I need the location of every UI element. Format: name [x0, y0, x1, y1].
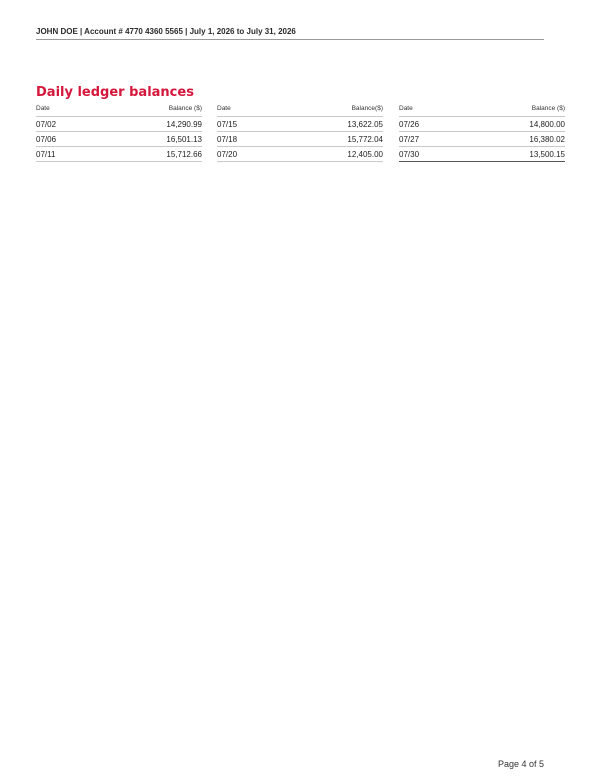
date-column-header: Date — [399, 105, 413, 112]
row-date: 07/06 — [36, 135, 57, 144]
table-row — [399, 117, 565, 132]
balance-column-header: Balance ($) — [168, 105, 202, 112]
row-date: 07/15 — [217, 120, 238, 129]
ledger-table-3 — [399, 103, 565, 162]
row-balance: 14,800.00 — [529, 120, 565, 129]
table-row — [36, 147, 202, 162]
row-date: 07/30 — [399, 150, 420, 159]
balance-column-header: Balance ($) — [531, 105, 565, 112]
table-header-row — [217, 103, 383, 117]
date-column-header: Date — [36, 105, 50, 112]
table-row — [36, 132, 202, 147]
row-balance: 16,501.13 — [166, 135, 202, 144]
table-row — [36, 117, 202, 132]
table-row — [217, 147, 383, 162]
page-number: Page 4 of 5 — [497, 759, 544, 769]
row-balance: 15,712.66 — [166, 150, 202, 159]
date-column-header: Date — [217, 105, 231, 112]
row-date: 07/02 — [36, 120, 57, 129]
statement-header: JOHN DOE | Account # 4770 4360 5565 | July 1, 2026 to July 31, 2026 — [36, 27, 544, 40]
row-balance: 12,405.00 — [347, 150, 383, 159]
table-row — [217, 132, 383, 147]
row-balance: 14,290.99 — [166, 120, 202, 129]
ledger-table-2 — [217, 103, 383, 162]
balance-column-header: Balance($) — [351, 105, 383, 112]
row-date: 07/27 — [399, 135, 420, 144]
ledger-table-1 — [36, 103, 202, 162]
row-balance: 13,622.05 — [347, 120, 383, 129]
row-date: 07/20 — [217, 150, 238, 159]
row-date: 07/18 — [217, 135, 238, 144]
table-row — [399, 132, 565, 147]
table-row — [399, 147, 565, 162]
section-title: Daily ledger balances — [36, 85, 194, 100]
row-date: 07/11 — [36, 150, 56, 159]
table-header-row — [36, 103, 202, 117]
row-balance: 13,500.15 — [529, 150, 565, 159]
table-row — [217, 117, 383, 132]
row-balance: 16,380.02 — [529, 135, 565, 144]
table-header-row — [399, 103, 565, 117]
row-balance: 15,772.04 — [347, 135, 383, 144]
row-date: 07/26 — [399, 120, 420, 129]
